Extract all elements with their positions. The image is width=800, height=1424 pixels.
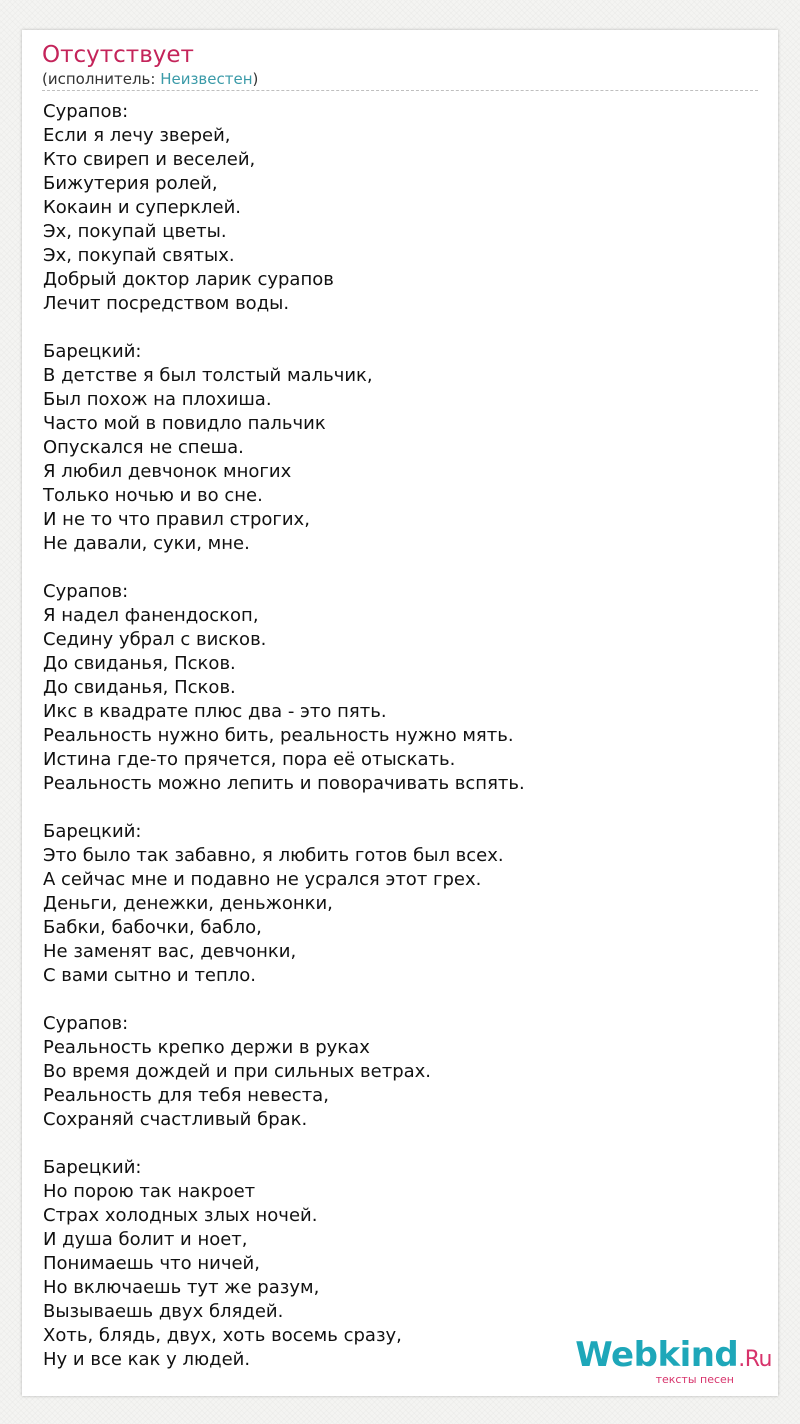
webkind-logo[interactable] xyxy=(575,1335,772,1386)
lyric-line: Опускался не спеша. xyxy=(43,437,244,458)
lyric-line: Не заменят вас, девчонки, xyxy=(43,941,297,962)
singer-label: Сурапов: xyxy=(43,581,129,602)
lyric-line: Во время дождей и при сильных ветрах. xyxy=(43,1061,432,1082)
lyric-line: До свиданья, Псков. xyxy=(43,653,236,674)
artist-link[interactable]: Неизвестен xyxy=(160,70,253,88)
lyric-line: Добрый доктор ларик сурапов xyxy=(43,269,334,290)
lyric-line: Лечит посредством воды. xyxy=(43,293,290,314)
logo-tld: .Ru xyxy=(738,1347,772,1372)
lyric-line: Если я лечу зверей, xyxy=(43,125,231,146)
lyric-line: Я надел фанендоскоп, xyxy=(43,605,259,626)
lyrics-card xyxy=(22,30,778,1396)
lyric-line: Сохраняй счастливый брак. xyxy=(43,1109,308,1130)
stanza-gap xyxy=(43,556,759,580)
singer-label: Сурапов: xyxy=(43,101,129,122)
stanza-gap xyxy=(43,988,759,1012)
lyric-line: Был похож на плохиша. xyxy=(43,389,272,410)
lyric-line: Эх, покупай святых. xyxy=(43,245,235,266)
lyric-line: С вами сытно и тепло. xyxy=(43,965,257,986)
lyric-line: Реальность можно лепить и поворачивать вспять. xyxy=(43,773,525,794)
artist-suffix: ) xyxy=(252,70,259,88)
lyric-line: Бабки, бабочки, бабло, xyxy=(43,917,262,938)
lyric-line: Но включаешь тут же разум, xyxy=(43,1277,320,1298)
song-header xyxy=(42,40,758,91)
stanza-gap xyxy=(43,796,759,820)
lyric-line: Я любил девчонок многих xyxy=(43,461,292,482)
lyric-line: Эх, покупай цветы. xyxy=(43,221,227,242)
lyric-line: Реальность для тебя невеста, xyxy=(43,1085,329,1106)
stanza-gap xyxy=(43,316,759,340)
lyric-line: Часто мой в повидло пальчик xyxy=(43,413,326,434)
lyric-line: До свиданья, Псков. xyxy=(43,677,236,698)
lyric-line: Не давали, суки, мне. xyxy=(43,533,250,554)
logo-tagline: тексты песен xyxy=(655,1373,734,1386)
lyric-line: Истина где-то прячется, пора её отыскать. xyxy=(43,749,456,770)
logo-wordmark xyxy=(575,1335,772,1377)
singer-label: Сурапов: xyxy=(43,1013,129,1034)
lyric-line: Понимаешь что ничей, xyxy=(43,1253,260,1274)
lyric-line: Икс в квадрате плюс два - это пять. xyxy=(43,701,387,722)
lyric-line: Кто свиреп и веселей, xyxy=(43,149,256,170)
lyric-line: Только ночью и во сне. xyxy=(43,485,263,506)
lyric-line: Седину убрал с висков. xyxy=(43,629,267,650)
lyric-line: Ну и все как у людей. xyxy=(43,1349,251,1370)
lyric-line: Это было так забавно, я любить готов был всех. xyxy=(43,845,504,866)
song-title: Отсутствует xyxy=(42,42,194,68)
stanza-gap xyxy=(43,1132,759,1156)
lyric-line: Хоть, блядь, двух, хоть восемь сразу, xyxy=(43,1325,402,1346)
lyric-line: Реальность крепко держи в руках xyxy=(43,1037,370,1058)
artist-line xyxy=(42,70,758,91)
lyric-line: Деньги, денежки, деньжонки, xyxy=(43,893,333,914)
singer-label: Барецкий: xyxy=(43,1157,142,1178)
lyric-line: И душа болит и ноет, xyxy=(43,1229,248,1250)
lyric-line: Страх холодных злых ночей. xyxy=(43,1205,318,1226)
lyric-line: И не то что правил строгих, xyxy=(43,509,310,530)
artist-prefix: (исполнитель: xyxy=(42,70,161,88)
lyric-line: Но порою так накроет xyxy=(43,1181,256,1202)
lyric-line: Вызываешь двух блядей. xyxy=(43,1301,284,1322)
lyric-line: Бижутерия ролей, xyxy=(43,173,218,194)
logo-brand: Webkind xyxy=(575,1335,739,1375)
singer-label: Барецкий: xyxy=(43,821,142,842)
lyric-line: Кокаин и суперклей. xyxy=(43,197,241,218)
lyric-line: Реальность нужно бить, реальность нужно мять. xyxy=(43,725,514,746)
lyrics-body xyxy=(43,100,759,1372)
singer-label: Барецкий: xyxy=(43,341,142,362)
lyric-line: В детстве я был толстый мальчик, xyxy=(43,365,373,386)
lyric-line: А сейчас мне и подавно не усрался этот грех. xyxy=(43,869,482,890)
